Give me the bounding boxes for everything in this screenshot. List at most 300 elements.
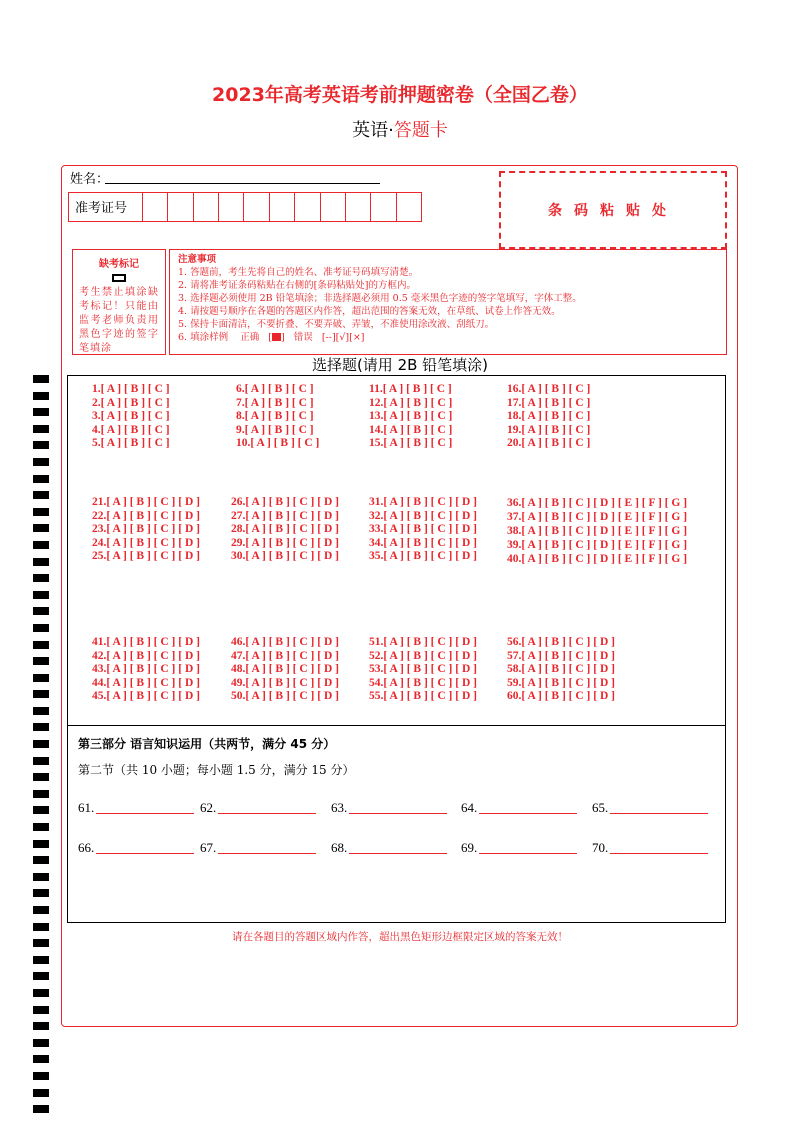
question-number: 36. xyxy=(507,497,522,509)
blank-number: 67. xyxy=(200,840,217,855)
blank-item[interactable] xyxy=(592,800,708,816)
question-row[interactable] xyxy=(231,663,339,677)
note-item-sample: 6. 填涂样例 正确 [ ] 错误 [--][√][×] xyxy=(178,332,365,343)
filled-sample-icon xyxy=(272,333,281,341)
blank-line[interactable] xyxy=(218,853,316,854)
question-number: 33. xyxy=(369,523,384,536)
blank-number: 66. xyxy=(78,840,95,855)
question-row[interactable] xyxy=(92,437,170,451)
blank-line[interactable] xyxy=(610,813,708,814)
question-number: 59. xyxy=(507,676,522,689)
answer-options[interactable]: [ A ] [ B ] [ C ] [ D ] xyxy=(245,649,339,662)
blank-item[interactable] xyxy=(78,840,194,856)
page-subtitle xyxy=(0,116,800,142)
answer-options[interactable]: [ A ] [ B ] [ C ] [ D ] xyxy=(106,509,200,522)
blank-item[interactable] xyxy=(461,840,577,856)
note-item: 4. 请按题号顺序在各题的答题区内作答，超出范围的答案无效，在草纸、试卷上作答无效。 xyxy=(178,306,561,317)
timing-mark xyxy=(33,1089,49,1097)
question-row[interactable] xyxy=(231,523,339,537)
question-number: 49. xyxy=(231,676,246,689)
answer-options[interactable]: [ A ] [ B ] [ C ] [ D ] xyxy=(383,509,477,522)
question-number: 11. xyxy=(369,383,383,395)
question-number: 31. xyxy=(369,496,384,508)
blank-line[interactable] xyxy=(479,853,577,854)
timing-mark xyxy=(33,441,49,449)
absent-mark-checkbox[interactable] xyxy=(112,274,126,282)
question-row[interactable] xyxy=(92,424,170,438)
question-group xyxy=(236,383,319,451)
timing-mark xyxy=(33,690,49,698)
exam-number-cell[interactable] xyxy=(321,193,346,221)
fill-in-box xyxy=(67,725,726,923)
subtitle-card: 答题卡 xyxy=(393,120,448,141)
question-group xyxy=(92,496,200,564)
question-number: 52. xyxy=(369,649,384,662)
timing-mark xyxy=(33,392,49,400)
blank-item[interactable] xyxy=(331,800,447,816)
blank-line[interactable] xyxy=(610,853,708,854)
question-row[interactable] xyxy=(236,383,319,397)
blank-item[interactable] xyxy=(592,840,708,856)
timing-mark xyxy=(33,574,49,582)
answer-options[interactable]: [ A ] [ B ] [ C ] [ D ] xyxy=(106,649,200,662)
barcode-label: 条码粘贴处 xyxy=(548,203,678,219)
question-number: 16. xyxy=(507,383,522,395)
answer-options[interactable]: [ A ] [ B ] [ C ] [ D ] xyxy=(106,523,200,536)
blank-number: 61. xyxy=(78,800,95,815)
timing-mark xyxy=(33,806,49,814)
question-group xyxy=(369,496,477,564)
timing-mark xyxy=(33,475,49,483)
question-number: 32. xyxy=(369,509,384,522)
answer-options[interactable]: [ A ] [ B ] [ C ] xyxy=(100,383,170,395)
question-group xyxy=(369,636,477,704)
question-row[interactable] xyxy=(231,690,339,704)
answer-options[interactable]: [ A ] [ B ] [ C ] [ D ] xyxy=(521,663,615,676)
timing-mark xyxy=(33,923,49,931)
timing-mark xyxy=(33,773,49,781)
page-title: 2023年高考英语考前押题密卷（全国乙卷） xyxy=(212,84,588,106)
timing-mark xyxy=(33,723,49,731)
question-row[interactable] xyxy=(231,650,339,664)
answer-options[interactable]: [ A ] [ B ] [ C ] [ D ] xyxy=(521,690,615,703)
question-row[interactable] xyxy=(369,663,477,677)
question-number: 43. xyxy=(92,663,107,676)
question-number: 42. xyxy=(92,649,107,662)
answer-options[interactable]: [ A ] [ B ] [ C ] [ D ] [ E ] [ F ] [ G ] xyxy=(521,511,688,523)
answer-options[interactable]: [ A ] [ B ] [ C ] [ D ] xyxy=(383,636,477,648)
question-row[interactable] xyxy=(369,437,452,451)
answer-options[interactable]: [ A ] [ B ] [ C ] [ D ] xyxy=(245,509,339,522)
question-group-wide xyxy=(507,496,697,566)
question-row[interactable] xyxy=(369,383,452,397)
answer-options[interactable]: [ A ] [ B ] [ C ] xyxy=(383,396,453,409)
answer-options[interactable]: [ A ] [ B ] [ C ] xyxy=(383,437,453,450)
question-row[interactable] xyxy=(92,537,200,551)
answer-options[interactable]: [ A ] [ B ] [ C ] xyxy=(100,423,170,436)
answer-options[interactable]: [ A ] [ B ] [ C ] xyxy=(100,396,170,409)
note-item: 1. 答题前，考生先将自己的姓名、准考证号码填写清楚。 xyxy=(178,267,419,278)
question-row[interactable] xyxy=(507,424,590,438)
exam-number-cell[interactable] xyxy=(295,193,320,221)
answer-options[interactable]: [ A ] [ B ] [ C ] xyxy=(521,383,591,395)
alignment-marks xyxy=(33,375,53,1122)
question-row[interactable] xyxy=(231,677,339,691)
answer-options[interactable]: [ A ] [ B ] [ C ] [ D ] xyxy=(106,690,200,703)
question-number: 21. xyxy=(92,496,107,508)
answer-options[interactable]: [ A ] [ B ] [ C ] [ D ] xyxy=(106,663,200,676)
blank-line[interactable] xyxy=(349,853,447,854)
blank-number: 62. xyxy=(200,800,217,815)
warning-text: 请在各题目的答题区域内作答，超出黑色矩形边框限定区域的答案无效！ xyxy=(232,931,568,943)
answer-options[interactable]: [ A ] [ B ] [ C ] xyxy=(521,437,591,450)
absent-mark-text: 考生禁止填涂缺考标记！只能由监考老师负责用黑色字迹的签字笔填涂 xyxy=(79,287,159,354)
question-group xyxy=(92,636,200,704)
exam-number-cell[interactable] xyxy=(194,193,219,221)
question-row[interactable] xyxy=(369,690,477,704)
question-number: 53. xyxy=(369,663,384,676)
timing-mark xyxy=(33,558,49,566)
question-number: 4. xyxy=(92,423,101,436)
timing-mark xyxy=(33,408,49,416)
blank-number: 65. xyxy=(592,800,609,815)
exam-number-label: 准考证号 xyxy=(69,193,143,221)
timing-mark xyxy=(33,591,49,599)
question-number: 12. xyxy=(369,396,384,409)
question-number: 30. xyxy=(231,550,246,563)
question-row[interactable] xyxy=(236,410,319,424)
answer-options[interactable]: [ A ] [ B ] [ C ] [ D ] xyxy=(383,536,477,549)
question-row[interactable] xyxy=(507,397,590,411)
answer-options[interactable]: [ A ] [ B ] [ C ] [ D ] xyxy=(383,690,477,703)
question-number: 40. xyxy=(507,553,522,565)
answer-options[interactable]: [ A ] [ B ] [ C ] [ D ] xyxy=(245,496,339,508)
question-group xyxy=(231,636,339,704)
blank-number: 63. xyxy=(331,800,348,815)
question-row[interactable] xyxy=(369,537,477,551)
question-row[interactable] xyxy=(507,636,615,650)
correct-label: 正确 xyxy=(240,332,260,343)
question-group xyxy=(369,383,452,451)
timing-mark xyxy=(33,840,49,848)
answer-options[interactable]: [ A ] [ B ] [ C ] [ D ] [ E ] [ F ] [ G ] xyxy=(521,539,688,551)
question-row[interactable] xyxy=(92,410,170,424)
exam-number-cell[interactable] xyxy=(143,193,168,221)
timing-mark xyxy=(33,707,49,715)
question-number: 41. xyxy=(92,636,107,648)
question-row[interactable] xyxy=(236,397,319,411)
question-number: 1. xyxy=(92,383,101,395)
question-number: 20. xyxy=(507,437,522,450)
question-number: 29. xyxy=(231,536,246,549)
question-number: 51. xyxy=(369,636,384,648)
timing-mark xyxy=(33,674,49,682)
answer-options[interactable]: [ A ] [ B ] [ C ] [ D ] xyxy=(383,523,477,536)
timing-mark xyxy=(33,425,49,433)
question-number: 55. xyxy=(369,690,384,703)
answer-options[interactable]: [ A ] [ B ] [ C ] [ D ] xyxy=(106,496,200,508)
timing-mark xyxy=(33,790,49,798)
answer-options[interactable]: [ A ] [ B ] [ C ] [ D ] xyxy=(383,550,477,563)
answer-options[interactable]: [ A ] [ B ] [ C ] [ D ] xyxy=(521,649,615,662)
answer-options[interactable]: [ A ] [ B ] [ C ] xyxy=(521,410,591,423)
section2-heading: 第二节（共 10 小题；每小题 1.5 分，满分 15 分） xyxy=(78,763,355,777)
question-row[interactable] xyxy=(369,677,477,691)
question-row[interactable] xyxy=(231,550,339,564)
timing-mark xyxy=(33,375,49,383)
answer-options[interactable]: [ A ] [ B ] [ C ] xyxy=(100,410,170,423)
answer-options[interactable]: [ A ] [ B ] [ C ] [ D ] xyxy=(383,649,477,662)
answer-options[interactable]: [ A ] [ B ] [ C ] [ D ] xyxy=(245,523,339,536)
wrong-sample: [--][√][×] xyxy=(321,332,365,343)
question-row[interactable] xyxy=(507,496,697,510)
question-number: 26. xyxy=(231,496,246,508)
question-row[interactable] xyxy=(369,523,477,537)
answer-options[interactable]: [ A ] [ B ] [ C ] xyxy=(250,437,320,450)
blank-line[interactable] xyxy=(479,813,577,814)
answer-options[interactable]: [ A ] [ B ] [ C ] [ D ] xyxy=(245,690,339,703)
question-row[interactable] xyxy=(369,424,452,438)
question-number: 2. xyxy=(92,396,101,409)
answer-options[interactable]: [ A ] [ B ] [ C ] [ D ] xyxy=(245,636,339,648)
question-row[interactable] xyxy=(507,552,697,566)
timing-mark xyxy=(33,972,49,980)
timing-mark xyxy=(33,524,49,532)
question-number: 18. xyxy=(507,410,522,423)
question-row[interactable] xyxy=(507,524,697,538)
question-number: 28. xyxy=(231,523,246,536)
question-row[interactable] xyxy=(369,410,452,424)
question-number: 10. xyxy=(236,437,251,450)
question-row[interactable] xyxy=(507,690,615,704)
question-row[interactable] xyxy=(236,424,319,438)
question-group xyxy=(507,383,590,451)
question-row[interactable] xyxy=(92,677,200,691)
timing-mark xyxy=(33,491,49,499)
blank-item[interactable] xyxy=(200,840,316,856)
question-number: 23. xyxy=(92,523,107,536)
timing-mark xyxy=(33,607,49,615)
blank-line[interactable] xyxy=(96,853,194,854)
answer-options[interactable]: [ A ] [ B ] [ C ] [ D ] xyxy=(383,676,477,689)
answer-options[interactable]: [ A ] [ B ] [ C ] [ D ] xyxy=(245,536,339,549)
timing-mark xyxy=(33,458,49,466)
question-row[interactable] xyxy=(369,550,477,564)
wrong-label: 错误 xyxy=(293,332,313,343)
answer-options[interactable]: [ A ] [ B ] [ C ] xyxy=(244,410,314,423)
question-row[interactable] xyxy=(236,437,319,451)
timing-mark xyxy=(33,889,49,897)
blank-line[interactable] xyxy=(218,813,316,814)
question-row[interactable] xyxy=(507,538,697,552)
question-row[interactable] xyxy=(92,523,200,537)
timing-mark xyxy=(33,856,49,864)
question-number: 38. xyxy=(507,525,522,537)
question-row[interactable] xyxy=(231,510,339,524)
timing-mark xyxy=(33,740,49,748)
question-row[interactable] xyxy=(507,650,615,664)
question-row[interactable] xyxy=(369,636,477,650)
answer-options[interactable]: [ A ] [ B ] [ C ] [ D ] xyxy=(106,676,200,689)
absent-mark-box xyxy=(72,249,166,355)
answer-options[interactable]: [ A ] [ B ] [ C ] xyxy=(383,423,453,436)
question-row[interactable] xyxy=(507,383,590,397)
answer-options[interactable]: [ A ] [ B ] [ C ] [ D ] xyxy=(383,496,477,508)
question-row[interactable] xyxy=(369,397,452,411)
exam-number-cell[interactable] xyxy=(371,193,396,221)
question-row[interactable] xyxy=(231,636,339,650)
question-row[interactable] xyxy=(369,650,477,664)
answer-options[interactable]: [ A ] [ B ] [ C ] [ D ] [ E ] [ F ] [ G ] xyxy=(521,497,688,509)
timing-mark xyxy=(33,989,49,997)
timing-mark xyxy=(33,1006,49,1014)
question-number: 54. xyxy=(369,676,384,689)
question-number: 9. xyxy=(236,423,245,436)
timing-mark xyxy=(33,757,49,765)
question-group xyxy=(507,636,615,704)
exam-number-cell[interactable] xyxy=(270,193,295,221)
question-number: 15. xyxy=(369,437,384,450)
question-number: 44. xyxy=(92,676,107,689)
question-row[interactable] xyxy=(507,437,590,451)
question-number: 46. xyxy=(231,636,246,648)
answer-options[interactable]: [ A ] [ B ] [ C ] [ D ] xyxy=(521,636,615,648)
answer-options[interactable]: [ A ] [ B ] [ C ] [ D ] xyxy=(245,550,339,563)
question-row[interactable] xyxy=(92,550,200,564)
question-row[interactable] xyxy=(507,663,615,677)
blank-item[interactable] xyxy=(200,800,316,816)
blank-number: 68. xyxy=(331,840,348,855)
answer-options[interactable]: [ A ] [ B ] [ C ] [ D ] xyxy=(106,536,200,549)
question-number: 45. xyxy=(92,690,107,703)
notes-heading: 注意事项 xyxy=(178,254,217,265)
timing-mark xyxy=(33,873,49,881)
question-row[interactable] xyxy=(92,383,170,397)
answer-options[interactable]: [ A ] [ B ] [ C ] xyxy=(244,383,314,395)
name-field[interactable] xyxy=(105,183,380,184)
blank-number: 70. xyxy=(592,840,609,855)
question-number: 8. xyxy=(236,410,245,423)
timing-mark xyxy=(33,1072,49,1080)
answer-options[interactable]: [ A ] [ B ] [ C ] [ D ] [ E ] [ F ] [ G ] xyxy=(521,553,688,565)
answer-options[interactable]: [ A ] [ B ] [ C ] xyxy=(244,423,314,436)
question-number: 22. xyxy=(92,509,107,522)
answer-options[interactable]: [ A ] [ B ] [ C ] xyxy=(521,396,591,409)
answer-options[interactable]: [ A ] [ B ] [ C ] [ D ] xyxy=(245,663,339,676)
note-item: 5. 保持卡面清洁，不要折叠、不要弄破、弄皱，不准使用涂改液、刮纸刀。 xyxy=(178,319,495,330)
question-number: 60. xyxy=(507,690,522,703)
question-row[interactable] xyxy=(92,496,200,510)
answer-options[interactable]: [ A ] [ B ] [ C ] [ D ] xyxy=(521,676,615,689)
question-row[interactable] xyxy=(92,650,200,664)
question-row[interactable] xyxy=(92,663,200,677)
question-number: 56. xyxy=(507,636,522,648)
subtitle-subject: 英语· xyxy=(352,120,394,141)
question-number: 48. xyxy=(231,663,246,676)
timing-mark xyxy=(33,1055,49,1063)
blank-item[interactable] xyxy=(78,800,194,816)
question-row[interactable] xyxy=(92,397,170,411)
choice-heading: 选择题(请用 2B 铅笔填涂) xyxy=(311,356,489,374)
timing-mark xyxy=(33,939,49,947)
answer-options[interactable]: [ A ] [ B ] [ C ] [ D ] xyxy=(106,636,200,648)
question-number: 39. xyxy=(507,539,522,551)
question-row[interactable] xyxy=(369,496,477,510)
question-number: 58. xyxy=(507,663,522,676)
question-group xyxy=(92,383,170,451)
answer-options[interactable]: [ A ] [ B ] [ C ] xyxy=(100,437,170,450)
answer-options[interactable]: [ A ] [ B ] [ C ] [ D ] xyxy=(106,550,200,563)
blank-line[interactable] xyxy=(349,813,447,814)
exam-number-cell[interactable] xyxy=(219,193,244,221)
question-row[interactable] xyxy=(92,510,200,524)
question-number: 13. xyxy=(369,410,384,423)
timing-mark xyxy=(33,657,49,665)
timing-mark xyxy=(33,641,49,649)
timing-mark xyxy=(33,1039,49,1047)
question-row[interactable] xyxy=(92,636,200,650)
question-number: 27. xyxy=(231,509,246,522)
question-number: 14. xyxy=(369,423,384,436)
timing-mark xyxy=(33,1105,49,1113)
exam-number-cell[interactable] xyxy=(168,193,193,221)
sample-prefix: 6. 填涂样例 xyxy=(178,332,229,343)
note-item: 3. 选择题必须使用 2B 铅笔填涂；非选择题必须用 0.5 毫米黑色字迹的签字笔填写，字体工整。 xyxy=(178,293,582,304)
blank-line[interactable] xyxy=(96,813,194,814)
exam-number-cell[interactable] xyxy=(346,193,371,221)
exam-number-cell[interactable] xyxy=(244,193,269,221)
question-number: 35. xyxy=(369,550,384,563)
question-number: 34. xyxy=(369,536,384,549)
answer-options[interactable]: [ A ] [ B ] [ C ] [ D ] xyxy=(383,663,477,676)
question-number: 24. xyxy=(92,536,107,549)
question-number: 19. xyxy=(507,423,522,436)
blank-number: 69. xyxy=(461,840,478,855)
barcode-area xyxy=(499,171,727,249)
answer-options[interactable]: [ A ] [ B ] [ C ] [ D ] [ E ] [ F ] [ G ] xyxy=(521,525,688,537)
question-row[interactable] xyxy=(507,410,590,424)
answer-options[interactable]: [ A ] [ B ] [ C ] xyxy=(244,396,314,409)
question-row[interactable] xyxy=(92,690,200,704)
timing-mark xyxy=(33,956,49,964)
exam-number-box xyxy=(68,192,422,222)
blank-item[interactable] xyxy=(461,800,577,816)
question-number: 25. xyxy=(92,550,107,563)
question-row[interactable] xyxy=(231,496,339,510)
question-number: 5. xyxy=(92,437,101,450)
question-row[interactable] xyxy=(231,537,339,551)
question-row[interactable] xyxy=(369,510,477,524)
answer-options[interactable]: [ A ] [ B ] [ C ] xyxy=(382,383,452,395)
blank-number: 64. xyxy=(461,800,478,815)
note-item: 2. 请将准考证条码粘贴在右侧的[条码粘贴处]的方框内。 xyxy=(178,280,416,291)
answer-options[interactable]: [ A ] [ B ] [ C ] [ D ] xyxy=(245,676,339,689)
notes-box xyxy=(169,249,727,355)
answer-options[interactable]: [ A ] [ B ] [ C ] xyxy=(383,410,453,423)
timing-mark xyxy=(33,624,49,632)
answer-options[interactable]: [ A ] [ B ] [ C ] xyxy=(521,423,591,436)
question-group xyxy=(231,496,339,564)
question-row[interactable] xyxy=(507,510,697,524)
timing-mark xyxy=(33,823,49,831)
timing-mark xyxy=(33,541,49,549)
absent-mark-title: 缺考标记 xyxy=(99,259,139,270)
exam-number-cell[interactable] xyxy=(397,193,421,221)
blank-item[interactable] xyxy=(331,840,447,856)
timing-mark xyxy=(33,906,49,914)
question-row[interactable] xyxy=(507,677,615,691)
question-number: 50. xyxy=(231,690,246,703)
